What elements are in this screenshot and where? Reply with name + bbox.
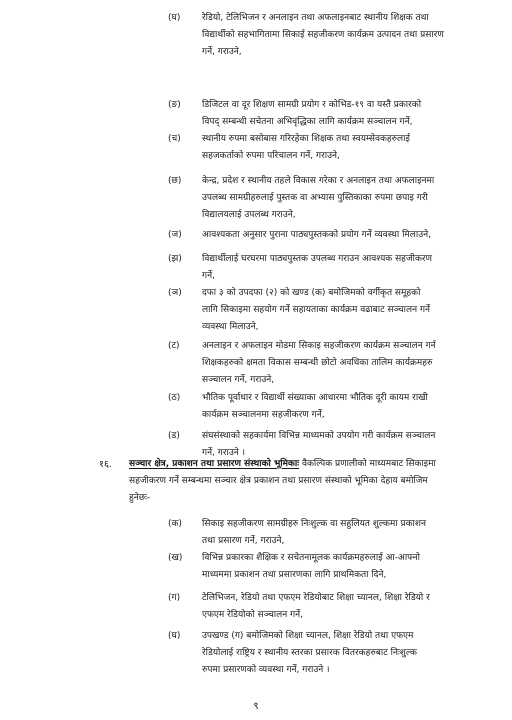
clause-text-line: शिक्षकहरुको क्षमता विकास सम्बन्धी छोटो अवधिका तालिम कार्यक्रमहरु <box>202 358 433 368</box>
clause-text-line: दफा ३ को उपदफा (२) को खण्ड (क) बमोजिमको वर्गीकृत समूहको <box>202 288 421 298</box>
clause-text-line: व्यवस्था मिलाउने, <box>202 322 259 332</box>
clause-text-line: तथा प्रसारण गर्ने, गराउने, <box>202 536 285 546</box>
clause-text-line: टेलिभिजन, रेडियो तथा एफएम रेडियोबाट शिक्षा च्यानल, शिक्षा रेडियो र <box>202 593 430 603</box>
clause-text-line: केन्द्र, प्रदेश र स्थानीय तहले विकास गरेका र अनलाइन तथा अफलाइनमा <box>202 176 435 186</box>
clause-text-line: रेडियोलाई राष्ट्रिय र स्थानीय स्तरका प्रसारक वितरकहरुबाट निःशुल्क <box>202 648 417 658</box>
page-number: ९ <box>253 701 259 712</box>
section-intro-line: सहजीकरण गर्ने सम्बन्धमा सञ्चार क्षेत्र प्रकाशन तथा प्रसारण संस्थाको भूमिका देहाय बमोजिम <box>129 476 428 486</box>
clause-marker: (ञ) <box>168 288 182 298</box>
clause-text-line: रेडियो, टेलिभिजन र अनलाइन तथा अफलाइनबाट स्थानीय शिक्षक तथा <box>202 13 429 23</box>
clause-text-line: गर्ने, गराउने, <box>202 47 242 57</box>
clause-text-line: गर्ने, गराउने । <box>202 448 246 458</box>
clause-text-line: विद्यार्थीलाई घरघरमा पाठ्यपुस्तक उपलब्ध गराउन आवश्यक सहजीकरण <box>202 254 433 264</box>
clause-text-line: विभिन्न प्रकारका शैक्षिक र सचेतनामूलक कार्यक्रमहरुलाई आ-आफ्नो <box>202 553 420 563</box>
section-heading-line <box>129 456 436 473</box>
clause-marker: (ज) <box>168 230 182 240</box>
clause-marker: (ट) <box>168 341 180 351</box>
clause-text-line: संघसंस्थाको सहकार्यमा विभिन्न माध्यमको उपयोग गरी कार्यक्रम सञ्चालन <box>202 431 436 441</box>
section-title: सञ्चार क्षेत्र, प्रकाशन तथा प्रसारण संस्थाको भूमिकाः <box>129 459 300 469</box>
clause-marker: (ड) <box>168 431 180 441</box>
section-intro-line: हुनेछः- <box>129 493 151 503</box>
clause-marker: (क) <box>168 519 182 529</box>
clause-text-line: उपलब्ध सामग्रीहरुलाई पुस्तक वा अभ्यास पुस्तिकाका रुपमा छपाइ गरी <box>202 193 428 203</box>
clause-marker: (ख) <box>168 553 183 563</box>
clause-text-line: सञ्चालन गर्ने, गराउने, <box>202 375 275 385</box>
clause-text-line: विपद् सम्बन्धी सचेतना अभिवृद्धिका लागि कार्यक्रम सञ्चालन गर्ने, <box>202 117 413 127</box>
clause-text-line: आवश्यकता अनुसार पुराना पाठ्यपुस्तकको प्रयोग गर्ने व्यवस्था मिलाउने, <box>202 230 432 240</box>
clause-text-line: एफएम रेडियोको सञ्चालन गर्ने, <box>202 610 304 620</box>
clause-text-line: माध्यममा प्रकाशन तथा प्रसारणका लागि प्राथमिकता दिने, <box>202 570 387 580</box>
clause-marker: (ठ) <box>168 393 181 403</box>
clause-text-line: भौतिक पूर्वाधार र विद्यार्थी संख्याका आधारमा भौतिक दूरी कायम राखी <box>202 393 428 403</box>
section-intro-start: वैकल्पिक प्रणालीको माध्यमबाट सिकाइमा <box>301 459 436 469</box>
clause-text-line: सहजकर्ताको रुपमा परिचालन गर्ने, गराउने, <box>202 151 340 161</box>
clause-marker: (ग) <box>168 593 181 603</box>
clause-text-line: विद्यालयलाई उपलब्ध गराउने, <box>202 210 296 220</box>
clause-text-line: कार्यक्रम सञ्चालनमा सहजीकरण गर्ने, <box>202 410 325 420</box>
clause-text-line: अनलाइन र अफलाइन मोडमा सिकाइ सहजीकरण कार्यक्रम सञ्चालन गर्न <box>202 341 436 351</box>
clause-text-line: उपखण्ड (ग) बमोजिमको शिक्षा च्यानल, शिक्षा रेडियो तथा एफएम <box>202 631 414 641</box>
clause-text-line: रुपमा प्रसारणको व्यवस्था गर्ने, गराउने । <box>202 665 330 675</box>
clause-marker: (घ) <box>168 631 181 641</box>
clause-text-line: स्थानीय रुपमा बसोबास गरिरहेका शिक्षक तथा स्वयम्सेवकहरुलाई <box>202 134 410 144</box>
clause-marker: (घ) <box>168 13 181 23</box>
clause-text-line: डिजिटल वा दूर शिक्षण सामग्री प्रयोग र कोभिड-१९ वा यस्तै प्रकारको <box>202 100 422 110</box>
clause-marker: (च) <box>168 134 181 144</box>
section-number: १६. <box>99 459 112 470</box>
clause-marker: (छ) <box>168 176 182 186</box>
clause-text-line: गर्ने, <box>202 271 215 281</box>
clause-text-line: सिकाइ सहजीकरण सामग्रीहरु निःशुल्क वा सहुलियत शुल्कमा प्रकाशन <box>202 519 426 529</box>
clause-text-line: लागि सिकाइमा सहयोग गर्ने सहायताका कार्यक्रम वढाबाट सञ्चालन गर्ने <box>202 305 431 315</box>
clause-marker: (झ) <box>168 254 182 264</box>
clause-marker: (ङ) <box>168 100 181 110</box>
clause-text-line: विद्यार्थीको सहभागितामा सिकाई सहजीकरण कार्यक्रम उत्पादन तथा प्रसारण <box>202 30 444 40</box>
